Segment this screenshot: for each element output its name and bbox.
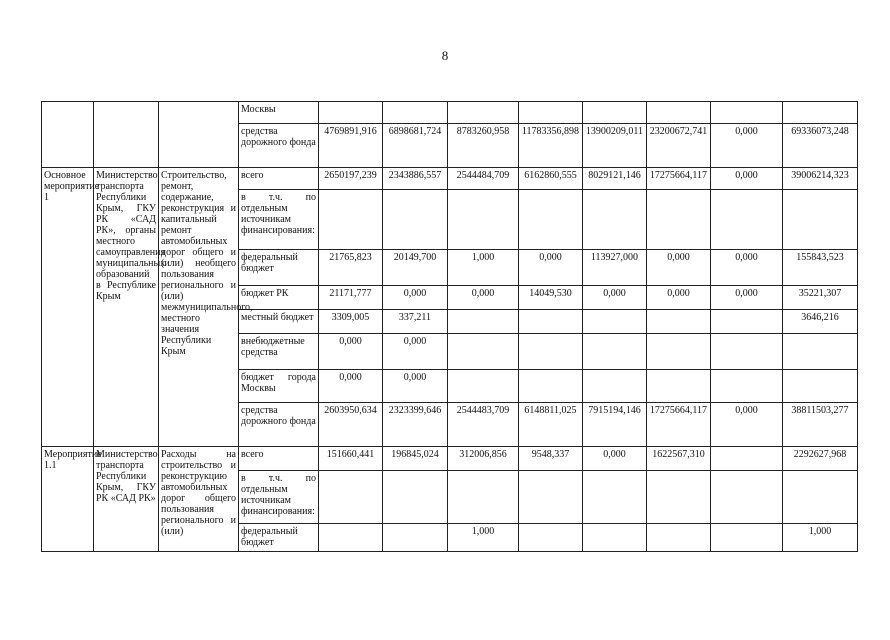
- amount-cell: 0,000: [711, 168, 783, 190]
- amount-cell: 21765,823: [319, 250, 383, 286]
- amount-cell: 0,000: [383, 334, 448, 370]
- amount-cell: 13900209,011: [583, 124, 647, 168]
- amount-cell: 196845,024: [383, 447, 448, 471]
- amount-cell: [383, 471, 448, 524]
- amount-cell: 69336073,248: [783, 124, 858, 168]
- amount-cell: [647, 334, 711, 370]
- amount-cell: [448, 370, 519, 403]
- amount-cell: [711, 310, 783, 334]
- amount-cell: [448, 471, 519, 524]
- amount-cell: [783, 190, 858, 250]
- amount-cell: 337,211: [383, 310, 448, 334]
- description-cell: Строительство, ремонт, содержание, реконструкция и капитальный ремонт автомобильных дорог общего и (или) необщего пользования регионального и (или) межмуниципального, местного значения Республики Крым: [159, 168, 239, 447]
- amount-cell: 7915194,146: [583, 403, 647, 447]
- amount-cell: 6148811,025: [519, 403, 583, 447]
- amount-cell: 2544484,709: [448, 168, 519, 190]
- amount-cell: [448, 102, 519, 124]
- measure-name-cell: Мероприятие 1.1: [42, 447, 94, 552]
- amount-cell: 39006214,323: [783, 168, 858, 190]
- amount-cell: [519, 334, 583, 370]
- amount-cell: [319, 471, 383, 524]
- funding-source-cell: всего: [239, 168, 319, 190]
- funding-source-cell: федеральный бюджет: [239, 250, 319, 286]
- amount-cell: 2603950,634: [319, 403, 383, 447]
- funding-source-cell: федеральный бюджет: [239, 524, 319, 552]
- amount-cell: 0,000: [711, 403, 783, 447]
- amount-cell: 11783356,898: [519, 124, 583, 168]
- amount-cell: 0,000: [383, 370, 448, 403]
- amount-cell: 35221,307: [783, 286, 858, 310]
- amount-cell: [583, 524, 647, 552]
- amount-cell: 3646,216: [783, 310, 858, 334]
- amount-cell: [647, 370, 711, 403]
- amount-cell: 1622567,310: [647, 447, 711, 471]
- funding-source-cell: всего: [239, 447, 319, 471]
- measure-cell: [42, 102, 94, 168]
- amount-cell: 0,000: [647, 250, 711, 286]
- amount-cell: 0,000: [448, 286, 519, 310]
- funding-source-cell: Москвы: [239, 102, 319, 124]
- amount-cell: 2292627,968: [783, 447, 858, 471]
- amount-cell: [383, 102, 448, 124]
- amount-cell: 151660,441: [319, 447, 383, 471]
- amount-cell: [783, 334, 858, 370]
- amount-cell: 0,000: [319, 370, 383, 403]
- amount-cell: [448, 190, 519, 250]
- amount-cell: 4769891,916: [319, 124, 383, 168]
- amount-cell: 8783260,958: [448, 124, 519, 168]
- amount-cell: [519, 524, 583, 552]
- amount-cell: 0,000: [647, 286, 711, 310]
- measure-name-cell: Основное мероприятие 1: [42, 168, 94, 447]
- amount-cell: 2544483,709: [448, 403, 519, 447]
- amount-cell: [711, 370, 783, 403]
- amount-cell: [711, 190, 783, 250]
- amount-cell: [583, 471, 647, 524]
- amount-cell: [583, 102, 647, 124]
- amount-cell: [647, 524, 711, 552]
- amount-cell: 21171,777: [319, 286, 383, 310]
- amount-cell: [319, 524, 383, 552]
- amount-cell: 0,000: [711, 286, 783, 310]
- amount-cell: 155843,523: [783, 250, 858, 286]
- amount-cell: 0,000: [711, 124, 783, 168]
- amount-cell: 8029121,146: [583, 168, 647, 190]
- description-cell: [159, 102, 239, 168]
- amount-cell: 0,000: [519, 250, 583, 286]
- amount-cell: [319, 102, 383, 124]
- amount-cell: 6898681,724: [383, 124, 448, 168]
- amount-cell: [448, 334, 519, 370]
- amount-cell: [711, 524, 783, 552]
- amount-cell: 0,000: [583, 286, 647, 310]
- table-row: [42, 447, 858, 471]
- amount-cell: 9548,337: [519, 447, 583, 471]
- page-number: 8: [441, 48, 449, 63]
- amount-cell: 312006,856: [448, 447, 519, 471]
- amount-cell: [583, 370, 647, 403]
- amount-cell: [711, 334, 783, 370]
- amount-cell: [319, 190, 383, 250]
- table-row: [42, 102, 858, 124]
- amount-cell: 6162860,555: [519, 168, 583, 190]
- amount-cell: 17275664,117: [647, 168, 711, 190]
- amount-cell: [583, 190, 647, 250]
- amount-cell: [711, 102, 783, 124]
- amount-cell: 1,000: [448, 250, 519, 286]
- amount-cell: 0,000: [319, 334, 383, 370]
- amount-cell: 3309,005: [319, 310, 383, 334]
- funding-source-cell: внебюджетные средства: [239, 334, 319, 370]
- amount-cell: 20149,700: [383, 250, 448, 286]
- amount-cell: 0,000: [583, 447, 647, 471]
- amount-cell: 14049,530: [519, 286, 583, 310]
- amount-cell: [519, 370, 583, 403]
- funding-source-cell: средства дорожного фонда: [239, 124, 319, 168]
- amount-cell: [519, 310, 583, 334]
- table-row: [42, 168, 858, 190]
- amount-cell: [783, 102, 858, 124]
- amount-cell: 0,000: [383, 286, 448, 310]
- amount-cell: [583, 310, 647, 334]
- funding-source-cell: в т.ч. по отдельным источникам финансирования:: [239, 190, 319, 250]
- amount-cell: [711, 471, 783, 524]
- amount-cell: 38811503,277: [783, 403, 858, 447]
- amount-cell: [383, 190, 448, 250]
- amount-cell: [783, 370, 858, 403]
- executor-cell: Министерство транспорта Республики Крым, ГКУ РК «САД РК»: [94, 447, 159, 552]
- amount-cell: [783, 471, 858, 524]
- amount-cell: 0,000: [711, 250, 783, 286]
- amount-cell: 2323399,646: [383, 403, 448, 447]
- amount-cell: 2343886,557: [383, 168, 448, 190]
- funding-source-cell: бюджет РК: [239, 286, 319, 310]
- amount-cell: 113927,000: [583, 250, 647, 286]
- executor-cell: Министерство транспорта Республики Крым, ГКУ РК «САД РК», органы местного самоуправления муниципальных образований в Республике Крым: [94, 168, 159, 447]
- amount-cell: [383, 524, 448, 552]
- amount-cell: [519, 190, 583, 250]
- funding-source-cell: средства дорожного фонда: [239, 403, 319, 447]
- amount-cell: [647, 102, 711, 124]
- amount-cell: [519, 471, 583, 524]
- funding-source-cell: в т.ч. по отдельным источникам финансирования:: [239, 471, 319, 524]
- amount-cell: [647, 190, 711, 250]
- description-cell: Расходы на строительство и реконструкцию автомобильных дорог общего пользования регионального и (или): [159, 447, 239, 552]
- funding-source-cell: местный бюджет: [239, 310, 319, 334]
- funding-source-cell: бюджет города Москвы: [239, 370, 319, 403]
- amount-cell: [711, 447, 783, 471]
- budget-table: [41, 101, 858, 552]
- amount-cell: [448, 310, 519, 334]
- executor-cell: [94, 102, 159, 168]
- amount-cell: 2650197,239: [319, 168, 383, 190]
- amount-cell: 17275664,117: [647, 403, 711, 447]
- amount-cell: 1,000: [783, 524, 858, 552]
- amount-cell: [519, 102, 583, 124]
- amount-cell: [583, 334, 647, 370]
- amount-cell: [647, 310, 711, 334]
- amount-cell: 1,000: [448, 524, 519, 552]
- amount-cell: [647, 471, 711, 524]
- amount-cell: 23200672,741: [647, 124, 711, 168]
